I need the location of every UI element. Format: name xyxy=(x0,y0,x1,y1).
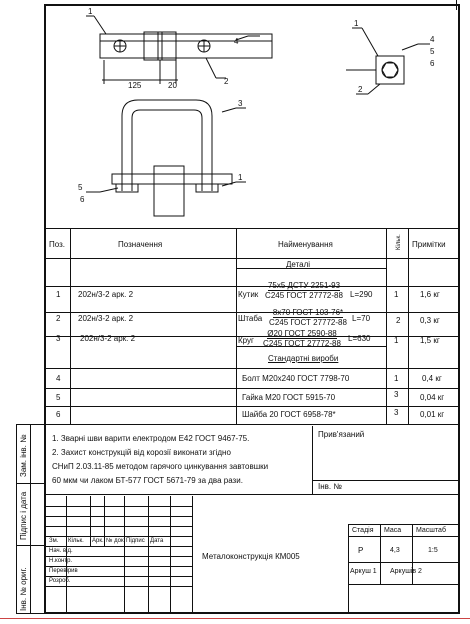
callout-4: 4 xyxy=(430,35,435,44)
note-3: СНиП 2.03.11-85 методом гарячого цинкування завтовшки xyxy=(52,462,269,471)
side-sign-date: Підпис і дата xyxy=(19,491,28,540)
drawing-title: Металоконструкція КМ005 xyxy=(202,552,300,561)
callout-4a: 4 xyxy=(234,37,239,46)
header-pos: Поз. xyxy=(49,240,65,249)
header-name: Найменування xyxy=(278,240,333,249)
callout-1: 1 xyxy=(88,7,93,16)
callout-2: 2 xyxy=(224,77,229,86)
side-stamp xyxy=(16,424,44,614)
callout-5: 5 xyxy=(78,183,83,192)
header-designation: Позначення xyxy=(118,240,163,249)
spec-table: Поз. Позначення Найменування Кільк. Примітки Деталі 1 202н/3-2 арк. 2 Кутик 75x5 ДСТУ 2251-93 С245 ГОСТ 27772-88 L=290 1 1,6 кг 2 202н/3-2 арк. 2 Штаба 8x70 ГОСТ 103-76* С245 ГОСТ 27772-88 L=70 2 0,3 кг 3 202н/3-2 арк. 2 Круг Ø20 ГОСТ 2590-88 С245 ГОСТ 27772-88 L=630 1 1,5 кг Стандартні вироби 4 Болт М20x240 ГОСТ 7798-70 1 0,4 кг 5 Гайка М20 ГОСТ 5915-70 3 0,04 кг 6 Шайба 20 ГОСТ 6958-78* 3 0,01 кг xyxy=(46,228,458,426)
callout-1b: 1 xyxy=(238,173,243,182)
section-standard: Стандартні вироби xyxy=(268,354,339,363)
title-block: Зм. Кільк. Арк. № док. Підпис Дата Нач. від. Н.контр. Перевірив Розроб. Металоконструкція КМ005 Стадія Маса Масштаб Р 4,3 1:5 Аркуш 1 Аркушів 2 xyxy=(46,496,458,612)
bottom-edge-line xyxy=(0,618,470,619)
binding-title: Прив'язаний xyxy=(318,430,365,439)
section-parts: Деталі xyxy=(286,260,311,269)
u-bolt-inner xyxy=(132,110,202,191)
u-bolt-outer xyxy=(122,100,212,191)
callout-1c: 1 xyxy=(354,19,359,28)
note-1: 1. Зварні шви варити електродом Е42 ГОСТ 9467-75. xyxy=(52,434,250,443)
note-4: 60 мкм чи лаком БТ-577 ГОСТ 5671-79 за два рази. xyxy=(52,476,243,485)
header-note: Примітки xyxy=(412,240,446,249)
dim-125: 125 xyxy=(128,81,142,90)
technical-drawing xyxy=(46,6,458,228)
side-inv-orig: Інв. № ориг. xyxy=(19,567,28,611)
dim-20: 20 xyxy=(168,81,177,90)
svg-text:6: 6 xyxy=(430,59,435,68)
callout-3: 3 xyxy=(238,99,243,108)
note-2: 2. Захист конструкцій від корозії виконати згідно xyxy=(52,448,231,457)
svg-text:6: 6 xyxy=(80,195,85,204)
side-replace-inv: Зам. інв. № xyxy=(19,434,28,477)
svg-text:5: 5 xyxy=(430,47,435,56)
binding-inv: Інв. № xyxy=(318,482,342,491)
callout-2b: 2 xyxy=(358,85,363,94)
header-qty: Кільк. xyxy=(396,234,402,250)
notes-block xyxy=(46,426,458,496)
